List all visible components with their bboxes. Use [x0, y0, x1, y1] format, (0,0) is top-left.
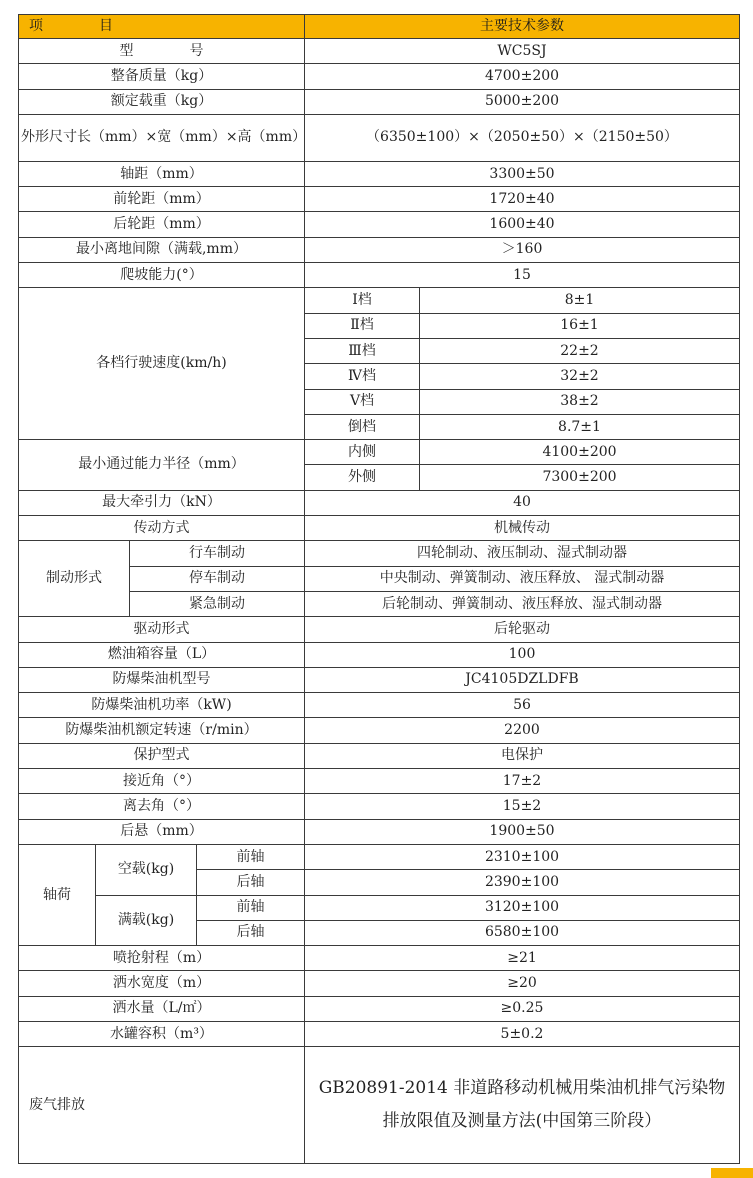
table-row — [19, 769, 740, 794]
axle-position: 后轴 — [197, 870, 305, 895]
row-label: 防爆柴油机功率（kW) — [19, 693, 305, 718]
axle-value: 6580±100 — [305, 920, 740, 945]
table-row — [19, 617, 740, 642]
table-header-row — [19, 15, 740, 39]
table-row — [19, 212, 740, 237]
table-row — [19, 490, 740, 515]
row-label: 爬坡能力(°） — [19, 263, 305, 288]
row-value: 5±0.2 — [305, 1021, 740, 1046]
table-row — [19, 996, 740, 1021]
table-row — [19, 971, 740, 996]
row-label: 燃油箱容量（L） — [19, 642, 305, 667]
axle-value: 2390±100 — [305, 870, 740, 895]
brake-type: 行车制动 — [130, 541, 305, 566]
table-row — [19, 516, 740, 541]
row-value: 40 — [305, 490, 740, 515]
table-row — [19, 667, 740, 692]
row-value: 2200 — [305, 718, 740, 743]
gear-label: Ⅱ档 — [305, 313, 420, 338]
emission-value: GB20891-2014 非道路移动机械用柴油机排气污染物排放限值及测量方法(中国第三阶段） — [305, 1047, 740, 1164]
table-row — [19, 1021, 740, 1046]
row-value: 1720±40 — [305, 187, 740, 212]
row-label: 整备质量（kg） — [19, 64, 305, 89]
row-value: ＞160 — [305, 237, 740, 262]
table-row — [19, 946, 740, 971]
turning-value: 7300±200 — [420, 465, 740, 490]
turning-side: 外侧 — [305, 465, 420, 490]
table-row — [19, 161, 740, 186]
gear-label: Ⅳ档 — [305, 364, 420, 389]
row-value: 100 — [305, 642, 740, 667]
row-value: 后轮驱动 — [305, 617, 740, 642]
table-row — [19, 718, 740, 743]
table-row — [19, 64, 740, 89]
brake-label: 制动形式 — [19, 541, 130, 617]
gear-value: 8±1 — [420, 288, 740, 313]
row-label: 最大牵引力（kN） — [19, 490, 305, 515]
row-value: 15 — [305, 263, 740, 288]
table-row — [19, 237, 740, 262]
row-value: 1900±50 — [305, 819, 740, 844]
row-value: ≥21 — [305, 946, 740, 971]
row-value: ≥0.25 — [305, 996, 740, 1021]
row-label: 驱动形式 — [19, 617, 305, 642]
row-label: 洒水宽度（m） — [19, 971, 305, 996]
gear-value: 38±2 — [420, 389, 740, 414]
speed-label: 各档行驶速度(km/h) — [19, 288, 305, 440]
header-item: 项 目 — [19, 15, 305, 39]
gear-label: Ⅰ档 — [305, 288, 420, 313]
gear-value: 16±1 — [420, 313, 740, 338]
axle-position: 前轴 — [197, 895, 305, 920]
table-row — [19, 263, 740, 288]
axle-position: 后轴 — [197, 920, 305, 945]
row-label: 防爆柴油机额定转速（r/min） — [19, 718, 305, 743]
row-value: JC4105DZLDFB — [305, 667, 740, 692]
row-label: 外形尺寸长（mm）×宽（mm）×高（mm） — [19, 114, 305, 161]
row-value: 3300±50 — [305, 161, 740, 186]
row-value: WC5SJ — [305, 39, 740, 64]
row-label: 后悬（mm） — [19, 819, 305, 844]
brake-value: 后轮制动、弹簧制动、液压释放、湿式制动器 — [305, 591, 740, 616]
row-label: 保护型式 — [19, 743, 305, 768]
axle-empty-label: 空载(kg) — [96, 844, 197, 895]
axle-value: 2310±100 — [305, 844, 740, 869]
row-value: 5000±200 — [305, 89, 740, 114]
row-value: 15±2 — [305, 794, 740, 819]
row-label: 前轮距（mm） — [19, 187, 305, 212]
axle-label: 轴荷 — [19, 844, 96, 945]
axle-full-label: 满载(kg) — [96, 895, 197, 946]
gear-label: 倒档 — [305, 414, 420, 439]
row-value: 56 — [305, 693, 740, 718]
row-value: 机械传动 — [305, 516, 740, 541]
brake-value: 中央制动、弹簧制动、液压释放、 湿式制动器 — [305, 566, 740, 591]
brake-type: 紧急制动 — [130, 591, 305, 616]
gear-value: 22±2 — [420, 338, 740, 363]
row-label: 最小离地间隙（满载,mm） — [19, 237, 305, 262]
corner-accent-bar — [711, 1168, 753, 1178]
spec-table — [18, 14, 740, 1164]
table-row — [19, 541, 740, 566]
gear-label: Ⅲ档 — [305, 338, 420, 363]
table-row — [19, 1047, 740, 1164]
row-value: 17±2 — [305, 769, 740, 794]
row-label: 额定载重（kg） — [19, 89, 305, 114]
turning-side: 内侧 — [305, 440, 420, 465]
row-label: 接近角（°） — [19, 769, 305, 794]
row-label: 喷抢射程（m） — [19, 946, 305, 971]
table-row — [19, 39, 740, 64]
row-value: ≥20 — [305, 971, 740, 996]
emission-label: 废气排放 — [19, 1047, 305, 1164]
row-label: 离去角（°） — [19, 794, 305, 819]
table-row — [19, 895, 740, 920]
row-label: 防爆柴油机型号 — [19, 667, 305, 692]
turning-label: 最小通过能力半径（mm） — [19, 440, 305, 491]
table-row — [19, 819, 740, 844]
brake-type: 停车制动 — [130, 566, 305, 591]
axle-value: 3120±100 — [305, 895, 740, 920]
gear-value: 8.7±1 — [420, 414, 740, 439]
header-param: 主要技术参数 — [305, 15, 740, 39]
table-row — [19, 440, 740, 465]
row-value: 1600±40 — [305, 212, 740, 237]
table-row — [19, 794, 740, 819]
table-row — [19, 89, 740, 114]
turning-value: 4100±200 — [420, 440, 740, 465]
row-value: 电保护 — [305, 743, 740, 768]
row-value: （6350±100）×（2050±50）×（2150±50） — [305, 114, 740, 161]
row-label: 洒水量（L/㎡） — [19, 996, 305, 1021]
table-row — [19, 114, 740, 161]
row-label: 轴距（mm） — [19, 161, 305, 186]
table-row — [19, 693, 740, 718]
table-row — [19, 743, 740, 768]
row-label: 水罐容积（m³） — [19, 1021, 305, 1046]
row-label: 型 号 — [19, 39, 305, 64]
gear-value: 32±2 — [420, 364, 740, 389]
table-row — [19, 844, 740, 869]
table-row — [19, 187, 740, 212]
row-label: 后轮距（mm） — [19, 212, 305, 237]
gear-label: Ⅴ档 — [305, 389, 420, 414]
axle-position: 前轴 — [197, 844, 305, 869]
table-row — [19, 642, 740, 667]
table-row — [19, 288, 740, 313]
row-value: 4700±200 — [305, 64, 740, 89]
brake-value: 四轮制动、液压制动、湿式制动器 — [305, 541, 740, 566]
row-label: 传动方式 — [19, 516, 305, 541]
